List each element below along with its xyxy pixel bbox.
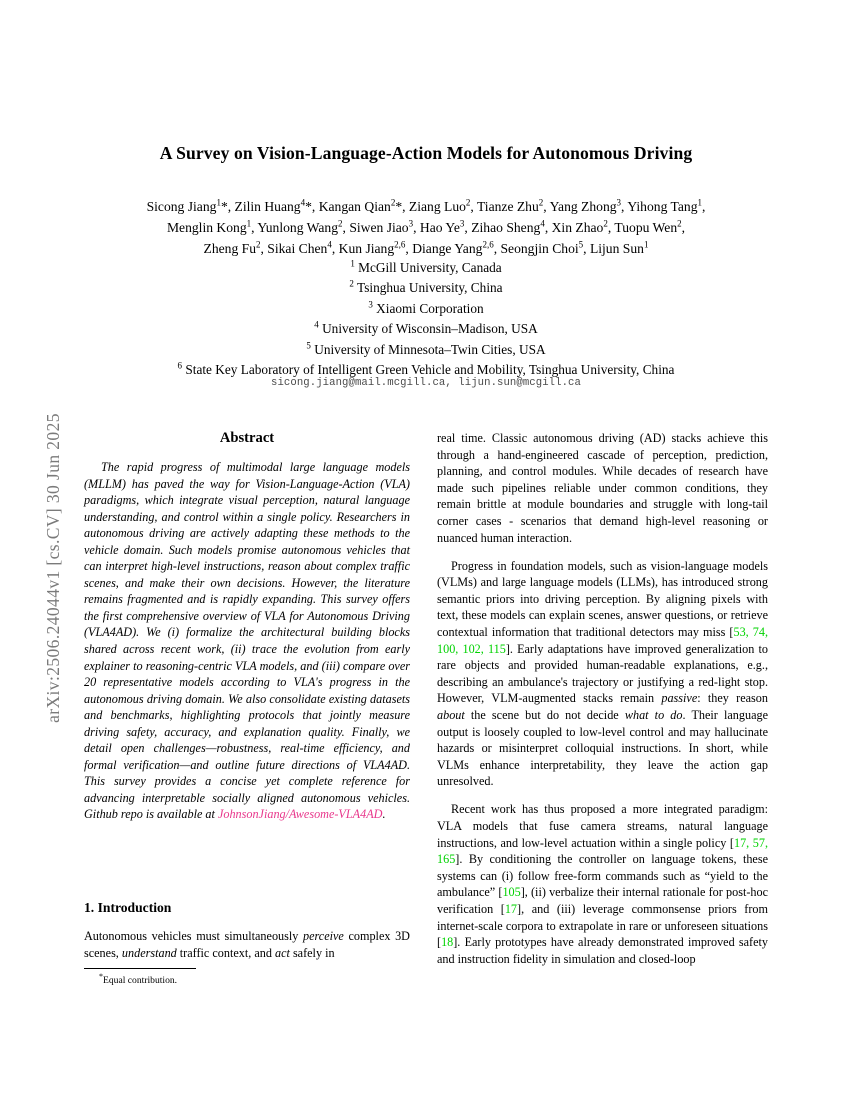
author-line: Sicong Jiang$^1$*, Zilin Huang$^4$*, Kangan Qian$^2$*, Ziang Luo$^2$, Tianze Zhu$^2$, Yang Zhong$^3$, Yihong Tang$^1$, bbox=[146, 197, 706, 214]
paragraph-text: Recent work has thus proposed a more integrated paradigm: VLA models that fuse camera streams, natural language instructions, and low-level actuation within a single policy [ bbox=[437, 802, 768, 850]
affiliation-marker: 3 bbox=[368, 299, 373, 310]
affiliation-marker: 5 bbox=[306, 340, 311, 351]
footnote-divider bbox=[84, 968, 196, 969]
affiliation-text: McGill University, Canada bbox=[358, 260, 502, 275]
affiliation-item bbox=[74, 299, 778, 319]
page-title: A Survey on Vision-Language-Action Models for Autonomous Driving bbox=[159, 143, 693, 163]
abstract-body bbox=[84, 459, 410, 823]
paragraph-text: : they reason bbox=[697, 691, 768, 706]
affiliation-text: Tsinghua University, China bbox=[357, 280, 503, 296]
affiliation-item bbox=[74, 278, 778, 298]
introduction-section bbox=[84, 900, 410, 961]
paragraph-text: ], (ii) verbalize their internal rationale for post-hoc verification [ bbox=[437, 885, 768, 917]
intro-text: safely in bbox=[289, 945, 335, 960]
paragraph-text: ]. Early prototypes have already demonstrated improved safety and instruction fidelity in simulation and closed-loop bbox=[437, 935, 768, 966]
intro-emphasis-act: act bbox=[275, 945, 290, 960]
author-list bbox=[74, 197, 778, 259]
affiliation-text: State Key Laboratory of Intelligent Green Vehicle and Mobility, Tsinghua University, China bbox=[185, 362, 675, 378]
emphasis-what-to-do: what to do bbox=[624, 708, 683, 722]
section-heading-introduction: 1. Introduction bbox=[84, 900, 172, 915]
citation-group[interactable]: 18 bbox=[441, 935, 454, 950]
author-line: Menglin Kong$^1$, Yunlong Wang$^2$, Siwen Jiao$^3$, Hao Ye$^3$, Zihao Sheng$^4$, Xin Zhao$^2$, Tuopu Wen$^2$, bbox=[166, 218, 686, 235]
paragraph-text: ]. Early adaptations have improved generalization to rare objects and provided human-readable explanations, e.g., describing an ambulance's trajectory or justifying a red-light stop. However, VLM-augmented stacks remain bbox=[437, 641, 768, 706]
citation-group[interactable]: 17 bbox=[504, 902, 518, 917]
affiliation-item bbox=[74, 319, 778, 339]
right-paragraph-3 bbox=[437, 801, 768, 967]
paragraph-text: . Their language output is loosely coupled to low-level control and may hallucinate hazards or misinterpret colloquial instructions. In short, while VLMs enhance interpretability, they leave the action gap unresolved. bbox=[437, 708, 768, 789]
emphasis-passive: passive bbox=[661, 691, 698, 706]
left-column bbox=[84, 430, 410, 960]
affiliation-text: University of Minnesota–Twin Cities, USA bbox=[314, 341, 546, 357]
emphasis-about: about bbox=[437, 708, 465, 722]
intro-emphasis-understand: understand bbox=[121, 945, 177, 960]
affiliation-list bbox=[74, 258, 778, 380]
right-paragraph-1: real time. Classic autonomous driving (AD) stacks achieve this through a hand-engineered cascade of perception, prediction, planning, and control modules. While decades of research have made such pipelines reliable under common conditions, they remain brittle at module boundaries and struggle with long-tail corner cases - scenarios that demand high-level reasoning or nuanced human interaction. bbox=[437, 431, 768, 545]
intro-text: traffic context, and bbox=[176, 945, 275, 960]
right-column bbox=[437, 430, 768, 967]
footnote: *Equal contribution. bbox=[99, 971, 178, 986]
right-paragraph-2 bbox=[437, 558, 768, 790]
affiliation-marker: 1 bbox=[350, 258, 355, 269]
affiliation-item bbox=[74, 258, 778, 278]
footnote-marker: * bbox=[99, 971, 103, 981]
introduction-paragraph bbox=[84, 928, 410, 961]
paragraph-text: the scene but do not decide bbox=[464, 708, 625, 722]
intro-emphasis-perceive: perceive bbox=[303, 929, 344, 943]
citation-group[interactable]: 53, 74, 100, 102, 115 bbox=[437, 625, 768, 656]
abstract-heading: Abstract bbox=[219, 430, 275, 446]
citation-group[interactable]: 105 bbox=[502, 885, 521, 900]
github-repo-link[interactable]: JohnsonJiang/Awesome-VLA4AD bbox=[217, 807, 383, 822]
affiliation-item bbox=[74, 340, 778, 360]
paragraph-text: Progress in foundation models, such as vision-language models (VLMs) and large language models (LLMs), has introduced strong semantic priors into driving perception. By aligning pixels with text, these models can explain scenes, answer questions, or retrieve contextual information that traditional detectors may miss [ bbox=[437, 558, 768, 640]
author-line: Zheng Fu$^2$, Sikai Chen$^4$, Kun Jiang$^{2,6}$, Diange Yang$^{2,6}$, Seongjin Choi$^5$, Lijun Sun$^1$ bbox=[203, 239, 649, 256]
abstract-text: The rapid progress of multimodal large language models (MLLM) has paved the way for Vision-Language-Action (VLA) paradigms, which integrate visual perception, natural language understanding, and control within a single policy. Researchers in autonomous driving are actively adapting these methods to the vehicle domain. Such models promise autonomous vehicles that can interpret high-level instructions, reason about complex traffic scenes, and make their own decisions. However, the literature remains fragmented and is rapidly expanding. This survey offers the first comprehensive overview of VLA for Autonomous Driving (VLA4AD). We (i) formalize the architectural building blocks shared across recent work, (ii) trace the evolution from early explainer to reasoning-centric VLA models, and (iii) compare over 20 representative models according to VLA's progress in the autonomous driving domain. We also consolidate existing datasets and benchmarks, highlighting protocols that jointly measure driving safety, accuracy, and explanation quality. Finally, we detail open challenges—robustness, real-time efficiency, and formal verification—and outline future directions of VLA4AD. This survey provides a concise yet complete reference for advancing interpretable socially aligned autonomous vehicles. Github repo is available at bbox=[84, 460, 410, 822]
citation-group[interactable]: 17, 57, 165 bbox=[437, 835, 769, 867]
paragraph-text: ]. By conditioning the controller on language tokens, these systems can (i) follow free-form commands such as “yield to the ambulance” [ bbox=[437, 852, 768, 900]
affiliation-marker: 4 bbox=[314, 319, 319, 330]
abstract-text-end: . bbox=[382, 807, 386, 822]
contact-emails[interactable]: sicong.jiang@mail.mcgill.ca, lijun.sun@mcgill.ca bbox=[271, 377, 581, 389]
intro-text: Autonomous vehicles must simultaneously bbox=[84, 929, 303, 943]
affiliation-marker: 6 bbox=[177, 360, 183, 371]
intro-text: complex 3D scenes, bbox=[84, 929, 410, 960]
paragraph-text: ], and (iii) leverage commonsense priors from internet-scale corpora to extrapolate in rare or unforeseen situations [ bbox=[437, 902, 768, 950]
affiliation-text: University of Wisconsin–Madison, USA bbox=[322, 321, 538, 337]
affiliation-text: Xiaomi Corporation bbox=[376, 300, 484, 316]
affiliation-marker: 2 bbox=[349, 278, 354, 289]
arxiv-stamp: arXiv:2506.24044v1 [cs.CV] 30 Jun 2025 bbox=[43, 413, 63, 723]
